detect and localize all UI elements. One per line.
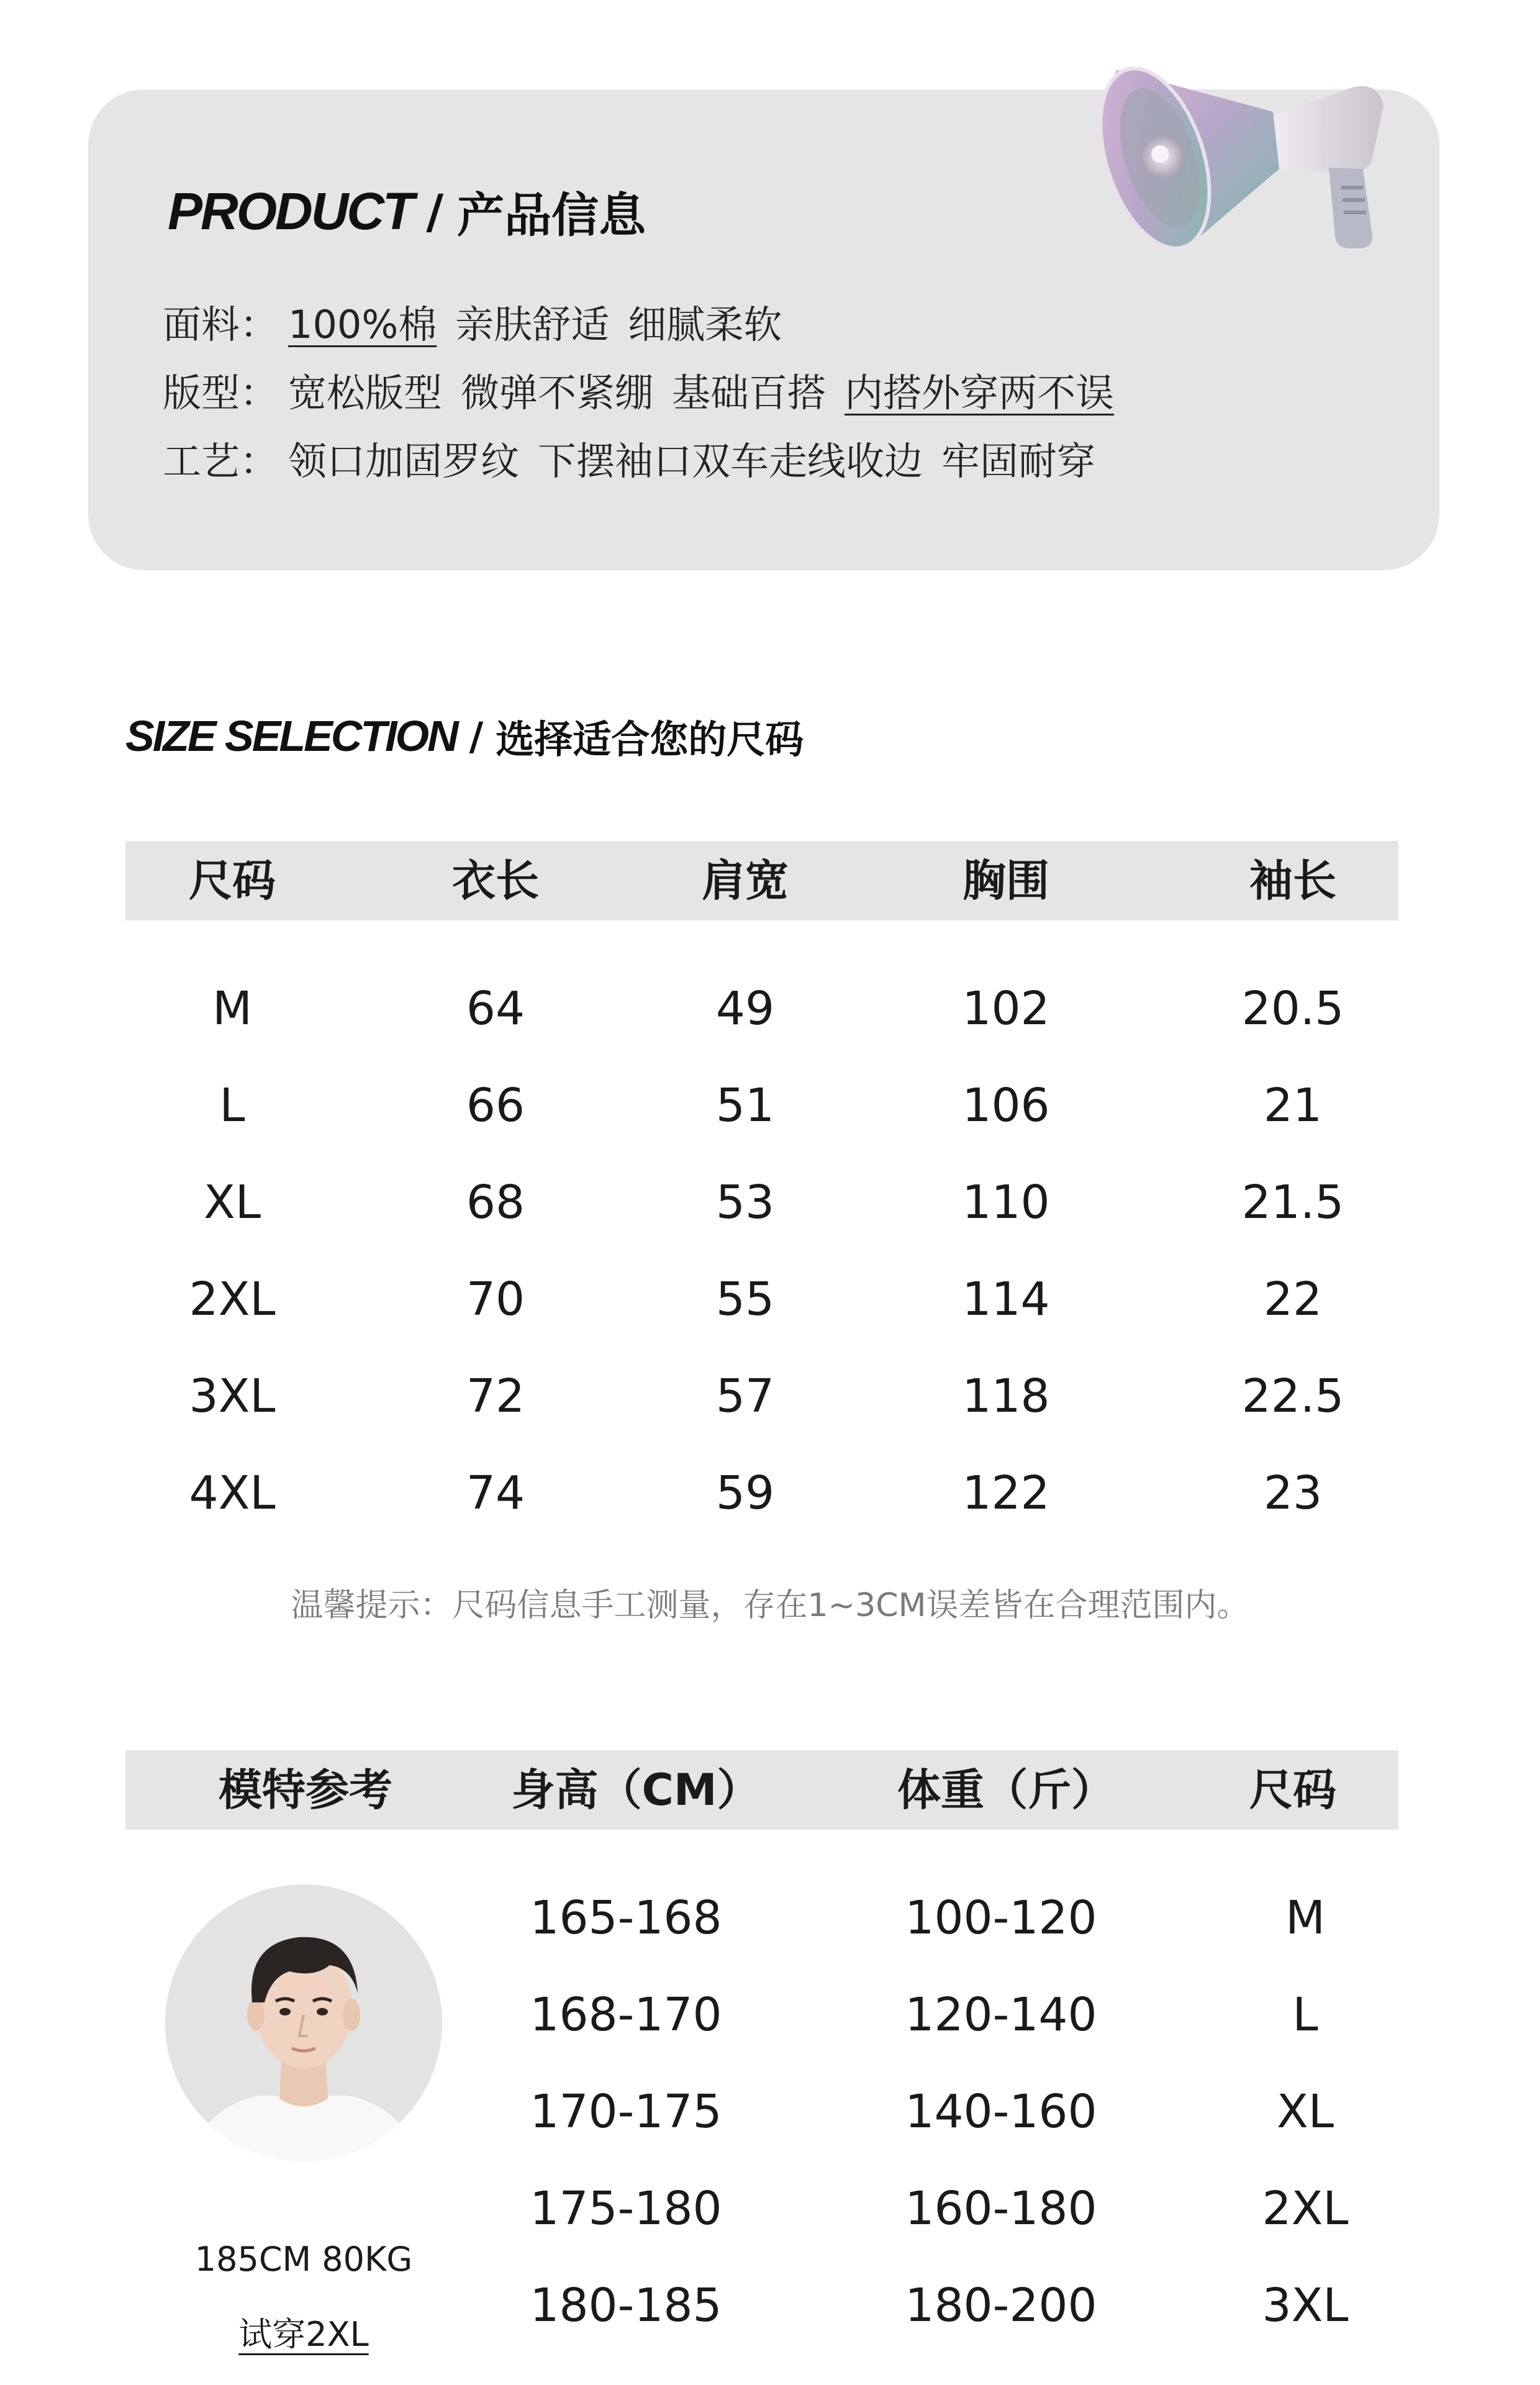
sleeve-cell: 21 bbox=[1263, 1079, 1323, 1132]
sleeve-cell: 23 bbox=[1263, 1466, 1323, 1520]
height-cell: 170-175 bbox=[530, 2085, 722, 2138]
fit-value: 内搭外穿两不误 bbox=[845, 370, 1115, 416]
craft-value: 下摆袖口双车走线收边 bbox=[538, 438, 923, 484]
size-cell: L bbox=[1292, 1988, 1318, 2042]
column-header: 肩宽 bbox=[702, 855, 789, 906]
size-cell: 2XL bbox=[1262, 2182, 1349, 2235]
weight-cell: 140-160 bbox=[905, 2085, 1097, 2138]
height-cell: 175-180 bbox=[530, 2182, 722, 2235]
column-header: 袖长 bbox=[1249, 855, 1336, 906]
craft-label: 工艺： bbox=[163, 438, 279, 484]
shoulder-cell: 53 bbox=[715, 1176, 775, 1229]
sleeve-cell: 20.5 bbox=[1241, 982, 1344, 1035]
size-cell: 2XL bbox=[189, 1273, 276, 1326]
length-cell: 70 bbox=[466, 1273, 525, 1326]
chest-cell: 122 bbox=[962, 1466, 1050, 1520]
size-cell: XL bbox=[204, 1176, 261, 1229]
model-table-header bbox=[125, 1750, 1398, 1830]
shoulder-cell: 57 bbox=[715, 1370, 775, 1423]
column-header: 身高（CM） bbox=[511, 1765, 761, 1815]
fit-value: 基础百搭 bbox=[672, 370, 827, 416]
sleeve-cell: 22.5 bbox=[1241, 1370, 1344, 1423]
fabric-label: 面料： bbox=[163, 301, 279, 347]
sleeve-cell: 22 bbox=[1263, 1273, 1323, 1326]
title-separator: / bbox=[469, 713, 484, 759]
model-portrait-icon bbox=[165, 1884, 442, 2161]
title-separator: / bbox=[426, 183, 444, 239]
length-cell: 72 bbox=[466, 1370, 525, 1423]
size-cell: XL bbox=[1277, 2085, 1334, 2138]
fabric-value: 细腻柔软 bbox=[628, 301, 782, 347]
size-cell: M bbox=[1285, 1891, 1325, 1945]
fit-value: 微弹不紧绷 bbox=[461, 370, 654, 416]
column-header: 胸围 bbox=[962, 855, 1049, 906]
size-title-en: SIZE SELECTION bbox=[125, 712, 457, 760]
length-cell: 68 bbox=[466, 1176, 525, 1229]
column-header: 体重（斤） bbox=[897, 1765, 1115, 1815]
fabric-value: 100%棉 bbox=[288, 301, 437, 347]
shoulder-cell: 51 bbox=[715, 1079, 775, 1132]
model-avatar bbox=[165, 1884, 442, 2161]
size-cell: M bbox=[212, 982, 252, 1035]
size-title-zh: 选择适合您的尺码 bbox=[496, 716, 804, 762]
product-title-zh: 产品信息 bbox=[457, 187, 646, 243]
measurement-note: 温馨提示：尺码信息手工测量，存在1~3CM误差皆在合理范围内。 bbox=[291, 1587, 1249, 1624]
height-cell: 180-185 bbox=[530, 2279, 722, 2332]
fabric-value: 亲肤舒适 bbox=[455, 301, 610, 347]
weight-cell: 180-200 bbox=[905, 2279, 1097, 2332]
fit-label: 版型： bbox=[163, 370, 279, 416]
fit-value: 宽松版型 bbox=[288, 370, 443, 416]
model-tryon-size: 试穿2XL bbox=[238, 2315, 369, 2354]
size-cell: 3XL bbox=[1262, 2279, 1349, 2332]
size-cell: L bbox=[219, 1079, 245, 1132]
sleeve-cell: 21.5 bbox=[1241, 1176, 1344, 1229]
shoulder-cell: 49 bbox=[715, 982, 775, 1035]
column-header: 模特参考 bbox=[219, 1765, 392, 1815]
column-header: 衣长 bbox=[452, 855, 539, 906]
height-cell: 165-168 bbox=[530, 1891, 722, 1945]
weight-cell: 100-120 bbox=[905, 1891, 1097, 1945]
weight-cell: 160-180 bbox=[905, 2182, 1097, 2235]
chest-cell: 110 bbox=[962, 1176, 1050, 1229]
craft-value: 牢固耐穿 bbox=[941, 438, 1096, 484]
product-title-en: PRODUCT bbox=[168, 181, 413, 240]
chest-cell: 102 bbox=[962, 982, 1050, 1035]
length-cell: 74 bbox=[466, 1466, 525, 1520]
chest-cell: 118 bbox=[962, 1370, 1050, 1423]
length-cell: 66 bbox=[466, 1079, 525, 1132]
model-stats: 185CM 80KG bbox=[194, 2240, 413, 2279]
chest-cell: 106 bbox=[962, 1079, 1050, 1132]
column-header: 尺码 bbox=[189, 855, 276, 906]
craft-value: 领口加固罗纹 bbox=[288, 438, 520, 484]
length-cell: 64 bbox=[466, 982, 525, 1035]
weight-cell: 120-140 bbox=[905, 1988, 1097, 2042]
column-header: 尺码 bbox=[1249, 1765, 1336, 1815]
size-cell: 4XL bbox=[189, 1466, 276, 1520]
size-cell: 3XL bbox=[189, 1370, 276, 1423]
height-cell: 168-170 bbox=[530, 1988, 722, 2042]
shoulder-cell: 55 bbox=[715, 1273, 775, 1326]
chest-cell: 114 bbox=[962, 1273, 1050, 1326]
shoulder-cell: 59 bbox=[715, 1466, 775, 1520]
